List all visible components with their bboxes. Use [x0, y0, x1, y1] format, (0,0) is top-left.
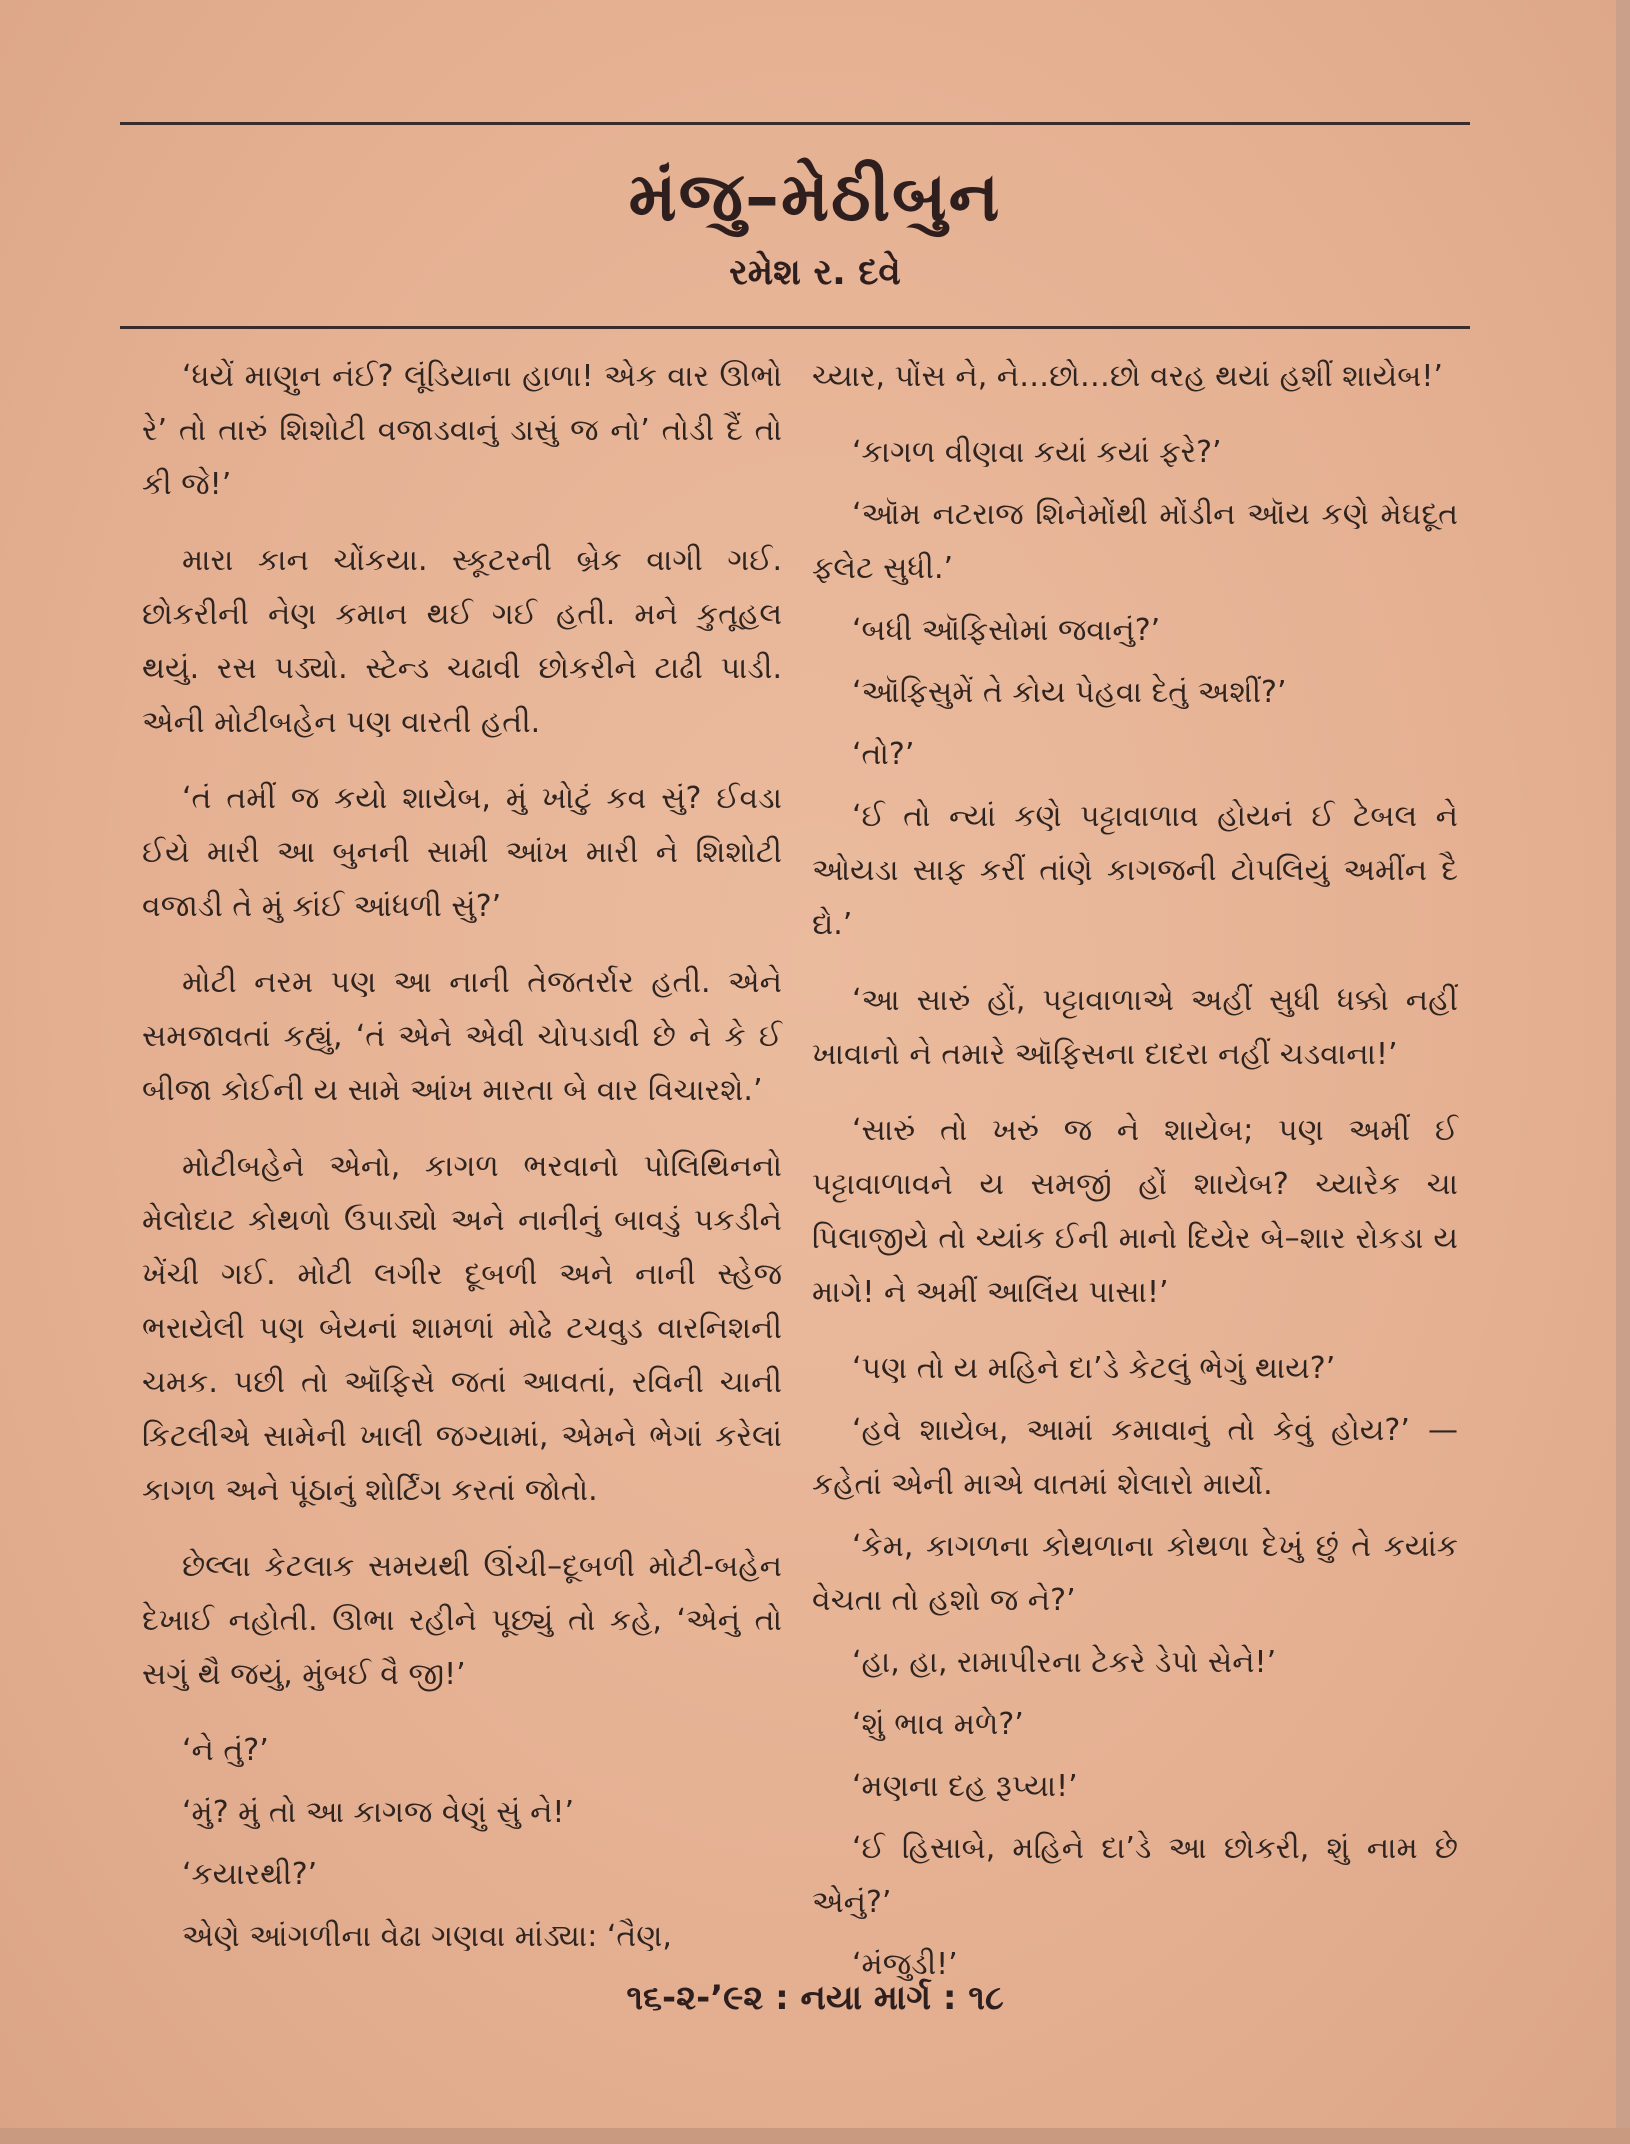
paragraph: ‘કેમ, કાગળના કોથળાના કોથળા દેખું છું તે કયાંક વેચતા તો હશો જ ને?’	[812, 1529, 1458, 1618]
right-column	[812, 350, 1458, 2000]
article-author: રમેશ ર. દવે	[729, 252, 901, 293]
paragraph: ‘સારું તો ખરું જ ને શાયેબ; પણ અમીં ઈ પટ્ટાવાળાવને ય સમજીં હોં શાયેબ? ચ્યારેક ચા પિલાજીયે તો ચ્યાંક ઈની માનો દિયેર બે–શાર રોકડા ય માગે! ને અમીં આલિંય પાસા!’	[812, 1113, 1458, 1310]
paragraph: ‘મું? મું તો આ કાગજ વેણું સું ને!’	[182, 1795, 574, 1830]
paragraph: ‘આ સારું હોં, પટ્ટાવાળાએ અહીં સુધી ધક્કો નહીં ખાવાનો ને તમારે ઑફિસના દાદરા નહીં ચડવાના!’	[812, 983, 1458, 1072]
paragraph: ‘ઈ હિસાબે, મહિને દા’ડે આ છોકરી, શું નામ છે એનું?’	[812, 1831, 1458, 1920]
top-rule	[120, 122, 1470, 125]
page-footer: ૧૬-૨-’૯૨ : નયા માર્ગ : ૧૮	[626, 1978, 1004, 2018]
article-header	[0, 158, 1630, 294]
paragraph: ‘હવે શાયેબ, આમાં કમાવાનું તો કેવું હોય?’ —કહેતાં એની માએ વાતમાં શેલારો માર્યો.	[812, 1413, 1458, 1502]
paragraph: ‘તં તમીં જ કયો શાયેબ, મું ખોટું કવ સું? ઈવડા ઈયે મારી આ બુનની સામી આંખ મારી ને શિશોટી વજાડી તે મું કાંઈ આંધળી સું?’	[142, 781, 782, 924]
paragraph: ‘બધી ઑફિસોમાં જવાનું?’	[852, 613, 1161, 648]
paragraph: ‘ધયેં માણુન નંઈ? લૂંડિયાના હાળા! એક વાર ઊભો રે’ તો તારું શિશોટી વજાડવાનું ડાસું જ નો’ તોડી દૈં તો કી જે!’	[142, 359, 782, 502]
paragraph: ‘ઑમ નટરાજ શિનેમોંથી મોંડીન ઑય કણે મેઘદૂત ફલેટ સુધી.’	[812, 497, 1458, 586]
paragraph: ચ્યાર, પોંસ ને, ને…છો…છો વરહ થયાં હશીં શાયેબ!’	[812, 359, 1443, 394]
paragraph: ‘પણ તો ય મહિને દા’ડે કેટલું ભેગું થાય?’	[852, 1351, 1336, 1386]
scan-edge-bottom	[0, 2128, 1630, 2144]
paragraph: મોટી નરમ પણ આ નાની તેજતર્રાર હતી. એને સમજાવતાં કહ્યું, ‘તં એને એવી ચોપડાવી છે ને કે ઈ બીજા કોઈની ય સામે આંખ મારતા બે વાર વિચારશે.’	[142, 965, 782, 1108]
scan-edge-right	[1616, 0, 1630, 2144]
paragraph: ‘મણના દહ રૂપ્યા!’	[852, 1769, 1078, 1804]
paragraph: મોટીબહેને એનો, કાગળ ભરવાનો પોલિથિનનો મેલોદાટ કોથળો ઉપાડ્યો અને નાનીનું બાવડું પકડીને ખેંચી ગઈ. મોટી લગીર દૂબળી અને નાની સ્હેજ ભરાયેલી પણ બેયનાં શામળાં મોઢે ટચવુડ વારનિશની ચમક. પછી તો ઑફિસે જતાં આવતાં, રવિની ચાની કિટલીએ સામેની ખાલી જગ્યામાં, એમને ભેગાં કરેલાં કાગળ અને પૂંઠાનું શોર્ટિંગ કરતાં જોતો.	[142, 1149, 782, 1508]
paragraph: ‘હા, હા, રામાપીરના ટેકરે ડેપો સેને!’	[852, 1645, 1277, 1680]
paragraph: એણે આંગળીના વેઢા ગણવા માંડ્યા: ‘તૈણ,	[182, 1919, 672, 1954]
article-title: મંજુ–મેઠીબુન	[628, 158, 1002, 237]
paragraph: ‘શું ભાવ મળે?’	[852, 1707, 1024, 1742]
paragraph: ‘ઈ તો ન્યાં કણે પટ્ટાવાળાવ હોયનં ઈ ટેબલ ને ઓયડા સાફ કરીં તાંણે કાગજની ટોપલિયું અમીંન દૈ દ્યે.’	[812, 799, 1458, 942]
header-rule	[120, 326, 1470, 329]
left-column	[142, 350, 782, 1986]
paragraph: ‘કયારથી?’	[182, 1857, 318, 1892]
paragraph: ‘કાગળ વીણવા કયાં કયાં ફરે?’	[852, 435, 1222, 470]
paragraph: ‘મંજુડી!’	[852, 1947, 958, 1982]
paragraph: ‘તો?’	[852, 737, 915, 772]
paragraph: છેલ્લા કેટલાક સમયથી ઊંચી–દૂબળી મોટી-બહેન દેખાઈ નહોતી. ઊભા રહીને પૂછ્યું તો કહે, ‘એનું તો સગું થૈ જયું, મુંબઈ વૈ જી!’	[142, 1549, 782, 1692]
paragraph: ‘ઑફિસુમેં તે કોય પેહવા દેતું અશીં?’	[852, 675, 1287, 710]
paragraph: ‘ને તું?’	[182, 1733, 269, 1768]
paragraph: મારા કાન ચોંકયા. સ્કૂટરની બ્રેક વાગી ગઈ. છોકરીની નેણ કમાન થઈ ગઈ હતી. મને કુતૂહલ થયું. રસ પડ્યો. સ્ટેન્ડ ચઢાવી છોકરીને ટાઢી પાડી. એની મોટીબહેન પણ વારતી હતી.	[142, 543, 782, 740]
